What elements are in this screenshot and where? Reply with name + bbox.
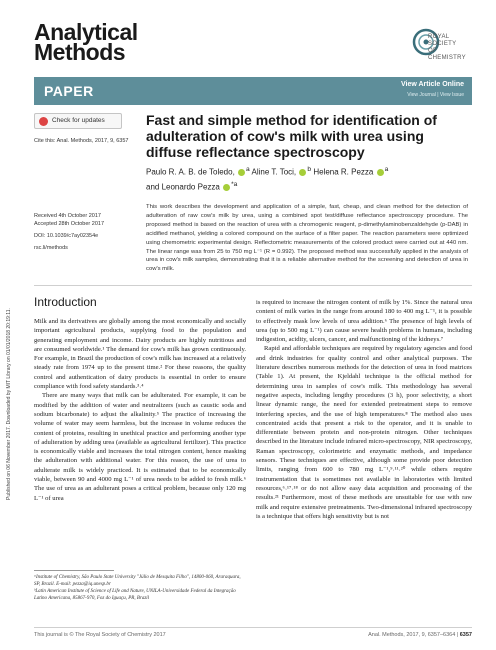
body-paragraph: Milk and its derivatives are globally among the most economically and socially important agricultural products, supplying food to the population and generating employment and income. Dairy products are highly nutritious and are consumed worldwide.¹ The demand for cow's milk has grown continuously. For example, in Brazil the production of cow's milk has increased at a relatively steady rate from 1974 up to the present time.² For these reasons, the quality control and authentication of dairy products is essential in order to ensure compliance with food safety standards.³˒⁴ [34, 318, 246, 391]
view-article-online-link[interactable]: View Article Online [400, 81, 464, 88]
journal-name-line2: Methods [34, 39, 126, 65]
rsc-wordmark-line2: OF CHEMISTRY [428, 48, 466, 61]
affiliation-footnotes [34, 574, 246, 602]
orcid-icon[interactable] [223, 184, 230, 191]
article-title: Fast and simple method for identification of adulteration of cow's milk with urea using diffuse reflectance spectroscopy [146, 112, 437, 160]
footer-citation [368, 632, 472, 638]
body-column-left [34, 317, 246, 503]
footnote-b: ᵇLatin American Institute of Science of Life and Nature, UNILA-Universidade Federal da Integração Latino Americana, 85867-970, Foz do Iguaçu, PR, Brazil [34, 589, 236, 601]
rsc-wordmark-line1: ROYAL SOCIETY [428, 34, 457, 47]
check-for-updates-button[interactable] [34, 113, 122, 129]
introduction-heading: Introduction [34, 295, 97, 309]
view-journal-issue-links[interactable]: View Journal | View Issue [407, 92, 464, 98]
body-paragraph: is required to increase the nitrogen content of milk by 1%. Since the natural urea content of milk varies in the range from around 180 to 400 mg L⁻¹, it is possible to effectively mask low levels of urea addition.⁶ The presence of high levels of urea (up to 500 mg L⁻¹) can cause severe health problems in humans, including indigestion, acidity, ulcers, cancer, and malfunctioning of the kidneys.⁷ [256, 299, 472, 344]
journal-name-line1: Analytical [34, 19, 138, 45]
article-metadata [34, 212, 104, 252]
paper-banner [34, 77, 472, 105]
doi-link[interactable]: DOI: 10.1039/c7ay02354e [34, 233, 99, 239]
check-updates-icon [39, 117, 48, 126]
rsc-wordmark [428, 34, 472, 62]
author-name: Helena R. Pezza [313, 167, 374, 177]
orcid-icon[interactable] [299, 169, 306, 176]
author-name: Paulo R. A. B. de Toledo, [146, 167, 235, 177]
rsc-logo [412, 20, 472, 66]
abstract: This work describes the development and application of a simple, fast, cheap, and clean method for the detection of adulteration of raw cow's milk by urea, using a combined spot test/diffuse reflectance spectroscopy procedure. The proposed method is based on the reaction of urea with a chromogenic reagent, p-dimethylaminobenzaldehyde (p-DAB) in acidified methanol, yielding a colored compound on the surface of a filter paper. The reaction parameters were optimized using chemometric experimental design. Reflectometric measurements of the colored product were carried out at 440 nm. The linear range was from 25 to 750 mg L⁻¹ (R = 0.992). The proposed method was successfully applied in the analysis of urea in cow's milk samples, demonstrating that it is a reliable alternative method for the screening and detection of urea in cow's milk. [146, 204, 468, 273]
author-affiliation: b [307, 166, 312, 173]
orcid-icon[interactable] [377, 169, 384, 176]
author-affiliation: a [384, 166, 389, 173]
received-date: Received 4th October 2017 [34, 213, 101, 219]
check-updates-label: Check for updates [52, 117, 105, 124]
page-number: 6357 [459, 632, 472, 638]
journal-title [34, 19, 138, 65]
footer-citation-text: Anal. Methods, 2017, 9, 6357–6364 | [368, 632, 460, 638]
orcid-icon[interactable] [238, 169, 245, 176]
journal-site-link[interactable]: rsc.li/methods [34, 245, 68, 251]
section-divider [34, 285, 472, 286]
footer-copyright: This journal is © The Royal Society of Chemistry 2017 [34, 632, 166, 638]
author-name: Aline T. Toci, [251, 167, 297, 177]
publication-stamp-text: Published on 06 November 2017. Downloaded by MIT Library on 01/01/2018 20:19:11. [6, 308, 12, 500]
footnote-rule [34, 570, 114, 571]
author-list [146, 164, 466, 193]
publication-stamp [6, 110, 16, 500]
cite-line: Cite this: Anal. Methods, 2017, 9, 6357 [34, 138, 129, 144]
footer-rule [34, 627, 472, 628]
body-paragraph: Rapid and affordable techniques are required by regulatory agencies and food and drink industries for quality control and other analytical purposes. The literature describes numerous methods for the detection of urea in food matrices (Table 1). At present, the Kjeldahl technique is the official method for determining urea in samples of cow's milk. This methodology has several negative aspects, including lengthy procedures (3 h), poor selectivity, a short linear dynamic range, the need for extended pretreatment steps to remove interfering species, and the use of high temperatures.⁸ The method also uses concentrated acids that present a risk to the operator, and it is unable to differentiate between protein and non-protein nitrogen. Other techniques described in the literature include infrared micro-spectroscopy, NIR spectroscopy, Raman spectroscopy, colorimetric and enzymatic methods, and impedance sensors. These techniques are effective, although some provide poor detection limits, ranging from 600 to 780 mg L⁻¹,⁹˒¹¹˒²⁰ while others require instrumentation that is sometimes not available in laboratories with limited resources,⁶˒¹⁷˒¹⁸ or do not allow easy data acquisition and processing of the results.²¹ Furthermore, most of these methods are unsuitable for use with raw milk and require extensive pretreatments. Two-dimensional infrared spectroscopy is a technique that offers high sensitivity but is not [256, 345, 472, 520]
author-affiliation: *a [231, 180, 238, 188]
author-affiliation: a [246, 166, 250, 173]
paper-label: PAPER [44, 83, 94, 99]
footnote-a: ᵃInstitute of Chemistry, São Paulo State University "Júlio de Mesquita Filho", 14800-060, Araraquara, SP, Brazil. E-mail: pezza@iq.unesp.br [34, 575, 241, 587]
body-paragraph: There are many ways that milk can be adulterated. For example, it can be modified by the addition of water and neutralizers (such as caustic soda and sodium bicarbonate) to adjust the alkalinity.⁵ The practice of increasing the volume of water may seem harmless, but the increase in volume reduces the content of proteins, resulting in unethical practice and performing another type of adulteration by adding urea (available as agricultural fertilizer). This practice is economically viable and increases the total nitrogen content, hence masking the adulteration with additional water. For this reason, the use of urea to adulterate milk is widely practiced. It is estimated that to be economically viable, between 90 and 4000 mg L⁻¹ of urea needs to be added to fresh milk.⁶ The use of urea as an adulterant poses a critical problem, because only 120 mg L⁻¹ of urea [34, 392, 246, 502]
author-name: and Leonardo Pezza [146, 182, 220, 192]
accepted-date: Accepted 28th October 2017 [34, 221, 105, 227]
body-column-right [256, 298, 472, 521]
